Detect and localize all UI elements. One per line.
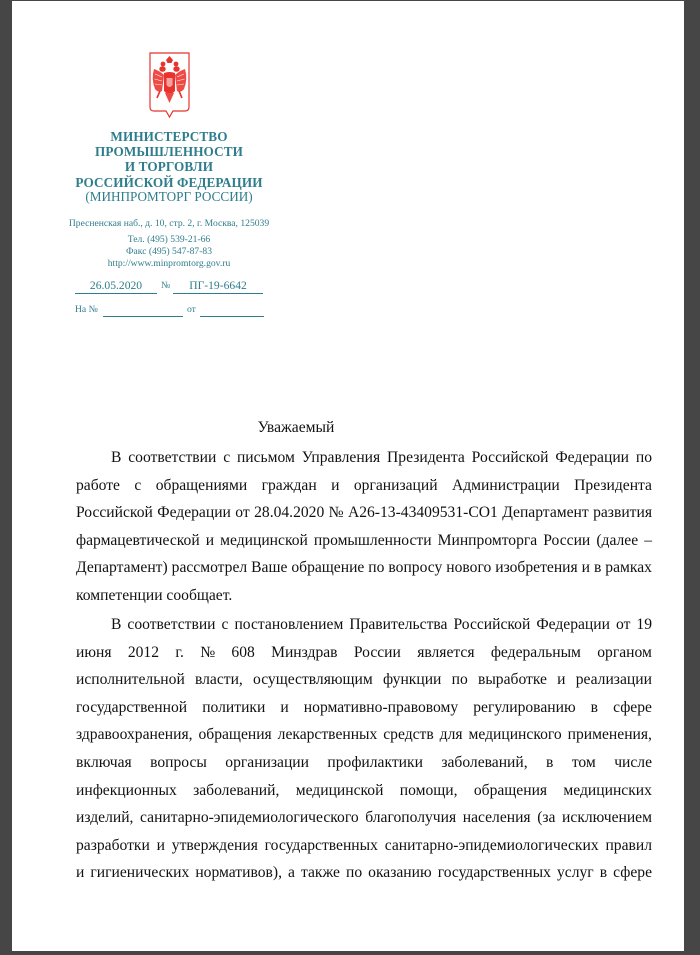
word: здравоохранения, <box>76 726 193 744</box>
word: с <box>134 476 142 494</box>
word: изделий, <box>76 809 134 827</box>
word: Федерации <box>536 616 610 633</box>
ministry-name-line: РОССИЙСКОЙ ФЕДЕРАЦИИ <box>75 174 263 190</box>
reference-date-label: от <box>187 304 196 315</box>
paragraph-1 <box>76 444 652 610</box>
word: медицинской <box>295 781 384 799</box>
ministry-address: Пресненская наб., д. 10, стр. 2, г. Москва, 125039 <box>68 218 270 229</box>
ministry-name-line: И ТОРГОВЛИ <box>124 159 214 175</box>
text-line <box>76 694 652 722</box>
text-line <box>76 859 652 887</box>
word: Управления <box>301 449 381 466</box>
word: инфекционных <box>76 781 177 799</box>
word: Российской <box>76 504 153 522</box>
word: рамках <box>605 559 652 577</box>
word: осуществляющим <box>253 671 373 689</box>
word: от <box>615 616 631 633</box>
ministry-name <box>62 129 276 190</box>
text-line <box>76 804 652 832</box>
word: А26-13-43409531-СО1 <box>347 504 498 522</box>
word: утверждения <box>171 836 258 854</box>
word: обращения <box>473 781 548 799</box>
word: организаций <box>353 476 438 494</box>
text-line <box>76 527 652 555</box>
word: санитарно-эпидемиологического <box>140 809 359 827</box>
word: власти, <box>194 671 243 689</box>
word: России <box>353 643 401 661</box>
word: развития <box>593 504 652 522</box>
word: регулированию <box>473 698 576 716</box>
website-link: http://www.minpromtorg.gov.ru <box>107 258 231 270</box>
text-line <box>76 472 652 500</box>
word: Президента <box>387 449 465 466</box>
word: по <box>345 864 363 882</box>
word: федеральным <box>490 643 581 661</box>
text-line <box>76 554 652 582</box>
document-page <box>12 1 684 951</box>
ministry-short-name: (МИНПРОМТОРГ РОССИИ) <box>85 189 253 204</box>
word: (далее <box>596 531 639 549</box>
word: средств <box>383 726 434 744</box>
word: помощи, <box>399 781 458 799</box>
word: июня <box>76 643 112 661</box>
word: фармацевтической <box>76 531 200 549</box>
word: и <box>581 559 590 577</box>
word: том <box>571 753 596 771</box>
word: г. <box>175 643 184 661</box>
word: компетенции сообщает. <box>76 586 233 604</box>
word: для <box>439 726 463 744</box>
text-line <box>76 444 652 472</box>
word: медицинских <box>563 781 652 799</box>
word: государственной <box>76 698 188 716</box>
word: работе <box>76 476 120 494</box>
word: (за <box>537 809 556 827</box>
word: применения, <box>567 726 652 744</box>
word: от <box>235 504 250 522</box>
word: населения <box>462 809 531 827</box>
word: и <box>156 836 165 854</box>
text-line <box>76 721 652 749</box>
word: вопросы <box>150 753 207 771</box>
word: является <box>417 643 475 661</box>
word: нового <box>446 559 492 577</box>
reference-number-blank <box>103 304 183 317</box>
word: обращение <box>291 559 365 577</box>
text-line <box>76 499 652 527</box>
word: в <box>546 753 554 771</box>
word: медицинской <box>220 531 308 549</box>
word: органом <box>597 643 652 661</box>
word: а <box>288 864 295 882</box>
word: изобретения <box>495 559 578 577</box>
word: благополучия <box>365 809 457 827</box>
word: с <box>221 616 229 633</box>
word: по <box>368 559 385 577</box>
text-line <box>76 832 652 860</box>
word: Федерации <box>157 504 231 522</box>
word: № <box>328 504 344 522</box>
text-line <box>76 777 652 805</box>
word: в <box>593 559 602 577</box>
paragraph-2 <box>76 611 652 887</box>
word: также <box>300 864 340 882</box>
word: числе <box>614 753 652 771</box>
word: соответствии <box>127 616 216 633</box>
word: В <box>111 449 122 466</box>
text-line <box>76 749 652 777</box>
word: сфере <box>613 698 652 716</box>
word: оказанию <box>368 864 432 882</box>
reference-date-blank <box>200 304 264 317</box>
text-line <box>76 639 652 667</box>
word: политики <box>202 698 266 716</box>
word: – <box>644 531 652 549</box>
word: нормативно-правовому <box>303 698 459 716</box>
word: обращения <box>198 726 272 744</box>
word: Минздрав <box>271 643 338 661</box>
ministry-contacts <box>62 234 276 271</box>
word: в <box>590 698 599 716</box>
word: исполнительной <box>76 671 185 689</box>
word: Российской <box>453 616 531 633</box>
word: организации <box>225 753 309 771</box>
word: реализации <box>575 671 652 689</box>
word: исключением <box>562 809 652 827</box>
word: нормативов), <box>195 864 282 882</box>
word: с <box>223 449 231 466</box>
text-line <box>76 582 652 610</box>
word: государственных <box>264 836 378 854</box>
registration-date: 26.05.2020 <box>75 278 157 294</box>
word: № <box>200 643 216 661</box>
word: государственных <box>437 864 551 882</box>
coat-of-arms-icon <box>148 51 191 121</box>
word: сфере <box>613 864 652 882</box>
phone-number: Тел. (495) 539-21-66 <box>127 234 211 245</box>
word: промышленности <box>313 531 432 549</box>
ministry-name-line: МИНИСТЕРСТВО <box>110 129 228 144</box>
text-line <box>76 666 652 694</box>
word: Ваше <box>251 559 288 577</box>
word: 28.04.2020 <box>254 504 325 522</box>
registration-number-label: № <box>161 280 171 291</box>
word: включая <box>76 753 132 771</box>
ministry-name-line: ПРОМЫШЛЕННОСТИ <box>95 144 243 160</box>
word: Администрации <box>451 476 560 494</box>
word: услуг <box>557 864 594 882</box>
word: и <box>280 698 289 716</box>
word: заболеваний, <box>193 781 280 799</box>
word: вопросу <box>388 559 443 577</box>
word: Департамент) <box>76 559 168 577</box>
word: правил <box>605 836 652 854</box>
word: санитарно-эпидемиологических <box>384 836 599 854</box>
word: и <box>331 476 340 494</box>
word: рассмотрел <box>171 559 248 577</box>
word: Президента <box>574 476 652 494</box>
word: Департамент <box>502 504 589 522</box>
fax-number: Факс (495) 547-87-83 <box>125 246 213 258</box>
word: постановлением <box>234 616 344 633</box>
word: граждан <box>261 476 317 494</box>
word: профилактики <box>327 753 423 771</box>
word: России <box>543 531 591 549</box>
word: в <box>599 864 608 882</box>
word: обращениями <box>155 476 248 494</box>
registration-number: ПГ-19-6642 <box>173 278 263 294</box>
word: 2012 <box>127 643 160 661</box>
word: Российской <box>471 449 549 466</box>
word: гигиенических <box>90 864 190 882</box>
word: Правительства <box>349 616 448 633</box>
word: заболеваний, <box>441 753 528 771</box>
word: и <box>76 864 85 882</box>
word: медицинского <box>468 726 562 744</box>
word: 19 <box>636 616 652 633</box>
word: функции <box>382 671 442 689</box>
word: выработке <box>477 671 547 689</box>
word: письмом <box>236 449 295 466</box>
word: и <box>205 531 215 549</box>
salutation: Уважаемый <box>257 419 335 436</box>
word: 608 <box>231 643 255 661</box>
word: и <box>557 671 566 689</box>
word: В <box>111 616 122 633</box>
reference-number-label: На № <box>75 304 98 315</box>
word: разработки <box>76 836 150 854</box>
word: Федерации <box>555 449 630 466</box>
word: Минпромторга <box>437 531 538 549</box>
text-line <box>76 611 652 639</box>
word: по <box>451 671 468 689</box>
word: соответствии <box>128 449 217 466</box>
word: по <box>635 449 652 466</box>
word: лекарственных <box>277 726 378 744</box>
